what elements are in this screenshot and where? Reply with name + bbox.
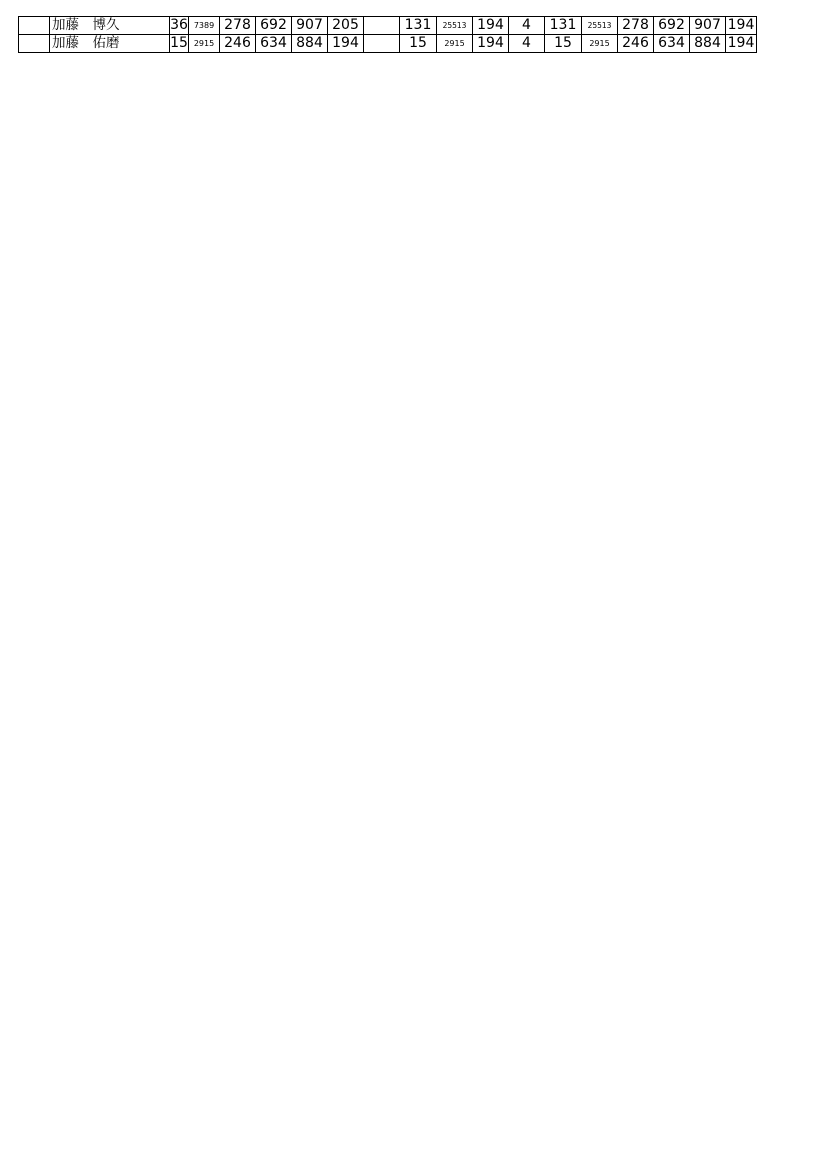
value-cell: 15 [400, 34, 437, 52]
value-cell: 2915 [582, 34, 618, 52]
value-cell: 2915 [437, 34, 473, 52]
value-cell: 194 [473, 17, 509, 35]
value-cell: 246 [220, 34, 256, 52]
value-cell: 4 [509, 17, 545, 35]
value-cell: 131 [545, 17, 582, 35]
group-cell [19, 17, 50, 35]
value-cell: 36 [170, 16, 188, 33]
value-cell: 131 [400, 17, 437, 35]
value-cell: 25513 [582, 17, 618, 35]
value-cell: 634 [256, 34, 292, 52]
value-cell: 194 [726, 34, 757, 52]
value-cell: 7389 [189, 17, 220, 35]
value-cell: 194 [726, 17, 757, 35]
value-cell: 2915 [189, 34, 220, 52]
name-cell: 加藤 佑磨 [50, 34, 170, 52]
value-cell: 194 [473, 34, 509, 52]
score-sheet [18, 16, 757, 53]
value-cell: 278 [220, 17, 256, 35]
table-row [19, 17, 757, 35]
class-cell [364, 17, 400, 35]
value-cell: 25513 [437, 17, 473, 35]
value-cell: 692 [654, 17, 690, 35]
value-cell: 692 [256, 17, 292, 35]
name-cell: 加藤 博久 [50, 17, 170, 35]
value-cell: 15 [545, 34, 582, 52]
value-cell: 884 [690, 34, 726, 52]
value-cell: 205 [328, 17, 364, 35]
value-cell: 884 [292, 34, 328, 52]
value-cell: 4 [509, 34, 545, 52]
table-row [19, 34, 757, 52]
value-cell: 907 [690, 17, 726, 35]
value-cell: 278 [618, 17, 654, 35]
value-cell: 246 [618, 34, 654, 52]
score-table [18, 16, 757, 53]
value-cell: 194 [328, 34, 364, 52]
value-cell: 634 [654, 34, 690, 52]
value-cell: 907 [292, 17, 328, 35]
group-cell [19, 34, 50, 52]
value-cell: 15 [170, 34, 188, 51]
class-cell [364, 34, 400, 52]
